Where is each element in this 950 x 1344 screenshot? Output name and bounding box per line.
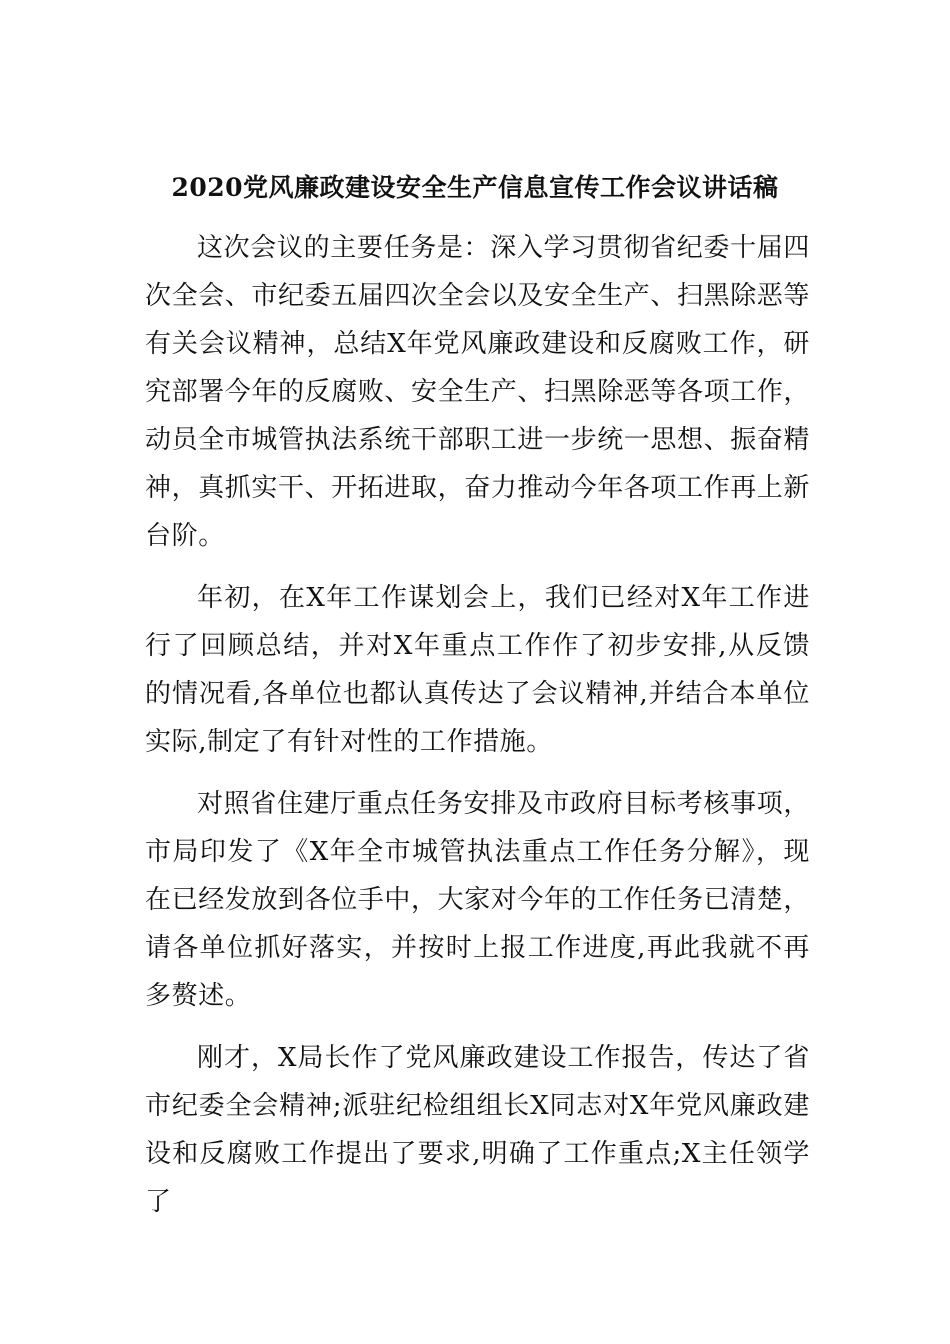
document-body bbox=[145, 224, 810, 1240]
paragraph-4: 刚才，X局长作了党风廉政建设工作报告，传达了省市纪委全会精神;派驻纪检组组长X同志对X年党风廉政建设和反腐败工作提出了要求,明确了工作重点;X主任领学了 bbox=[145, 1043, 810, 1217]
paragraph-1: 这次会议的主要任务是：深入学习贯彻省纪委十届四次全会、市纪委五届四次全会以及安全生产、扫黑除恶等有关会议精神，总结X年党风廉政建设和反腐败工作，研究部署今年的反腐败、安全生产、扫黑除恶等各项工作，动员全市城管执法系统干部职工进一步统一思想、振奋精神，真抓实干、开拓进取，奋力推动今年各项工作再上新台阶。 bbox=[145, 233, 811, 551]
paragraph-2: 年初，在X年工作谋划会上，我们已经对X年工作进行了回顾总结，并对X年重点工作作了初步安排,从反馈的情况看,各单位也都认真传达了会议精神,并结合本单位实际,制定了有针对性的工作措施。 bbox=[145, 583, 810, 757]
paragraph-3: 对照省住建厅重点任务安排及市政府目标考核事项，市局印发了《X年全市城管执法重点工作任务分解》，现在已经发放到各位手中，大家对今年的工作任务已清楚，请各单位抓好落实，并按时上报工作进度,再此我就不再多赘述。 bbox=[145, 789, 811, 1011]
document-title: 2020党风廉政建设安全生产信息宣传工作会议讲话稿 bbox=[171, 173, 779, 202]
